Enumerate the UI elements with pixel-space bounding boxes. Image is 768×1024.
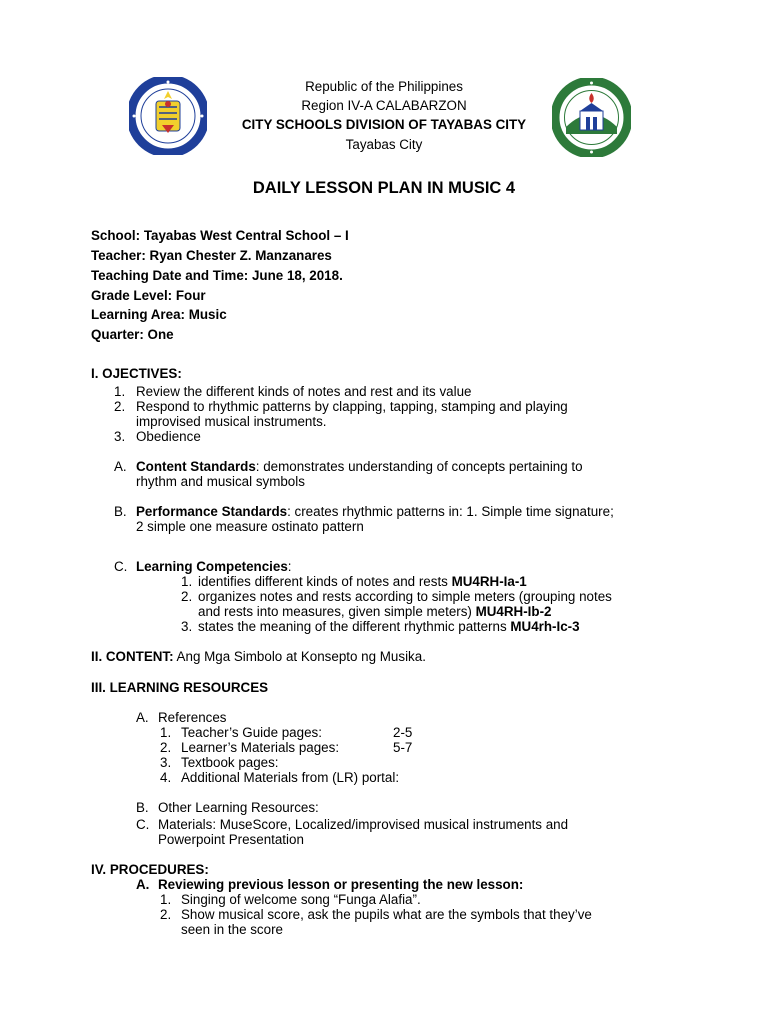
- info-quarter: Quarter: One: [91, 327, 174, 342]
- objectives-heading: I. OJECTIVES:: [91, 366, 182, 381]
- info-teacher: Teacher: Ryan Chester Z. Manzanares: [91, 248, 332, 263]
- competency-num: 2.: [181, 589, 193, 604]
- objective-text: Respond to rhythmic patterns by clapping, tapping, stamping and playing: [136, 399, 568, 414]
- procedure-num: 2.: [160, 907, 172, 922]
- content-text: Ang Mga Simbolo at Konsepto ng Musika.: [173, 649, 426, 664]
- objective-num: 2.: [114, 399, 126, 414]
- objective-num: 3.: [114, 429, 126, 444]
- objective-text: Obedience: [136, 429, 201, 444]
- header-division: CITY SCHOOLS DIVISION OF TAYABAS CITY: [241, 117, 527, 132]
- header-republic: Republic of the Philippines: [305, 79, 463, 94]
- procedures-heading: IV. PROCEDURES:: [91, 862, 209, 877]
- reference-value: 2-5: [393, 725, 413, 740]
- page-title: DAILY LESSON PLAN IN MUSIC 4: [252, 179, 516, 197]
- competencies-heading: [136, 559, 292, 574]
- competency-code: MU4rh-Ic-3: [510, 619, 580, 634]
- content-standards: [136, 459, 583, 474]
- content-standards-cont: rhythm and musical symbols: [136, 474, 305, 489]
- competency-text: states the meaning of the different rhythmic patterns: [198, 619, 511, 634]
- competency-code: MU4RH-Ib-2: [475, 604, 552, 619]
- procedure-text-cont: seen in the score: [181, 922, 283, 937]
- competencies-label: Learning Competencies: [136, 559, 288, 574]
- header-city: Tayabas City: [345, 137, 423, 152]
- header-region: Region IV-A CALABARZON: [301, 98, 467, 113]
- content-line: [91, 649, 426, 664]
- reference-num: 1.: [160, 725, 172, 740]
- references-letter: A.: [136, 710, 149, 725]
- reference-row: [160, 755, 660, 770]
- competency-item-cont: [198, 604, 552, 619]
- materials-text-cont: Powerpoint Presentation: [158, 832, 304, 847]
- competency-code: MU4RH-Ia-1: [451, 574, 527, 589]
- competency-text: identifies different kinds of notes and rests: [198, 574, 452, 589]
- other-resources-letter: B.: [136, 800, 149, 815]
- references-label: References: [158, 710, 227, 725]
- procedure-num: 1.: [160, 892, 172, 907]
- objective-num: 1.: [114, 384, 126, 399]
- reference-text: Learner’s Materials pages:: [181, 740, 340, 755]
- competencies-letter: C.: [114, 559, 128, 574]
- reference-num: 2.: [160, 740, 172, 755]
- reference-text: Teacher’s Guide pages:: [181, 725, 322, 740]
- info-grade: Grade Level: Four: [91, 288, 206, 303]
- content-standards-label: Content Standards: [136, 459, 256, 474]
- procedure-a-label: Reviewing previous lesson or presenting the new lesson:: [158, 877, 524, 892]
- competency-num: 1.: [181, 574, 193, 589]
- info-area: Learning Area: Music: [91, 307, 227, 322]
- reference-row: [160, 770, 660, 785]
- performance-standards-label: Performance Standards: [136, 504, 288, 519]
- reference-text: Textbook pages:: [181, 755, 279, 770]
- competency-text: organizes notes and rests according to simple meters (grouping notes: [198, 589, 612, 604]
- competencies-colon: :: [287, 559, 292, 574]
- objective-text-cont: improvised musical instruments.: [136, 414, 327, 429]
- reference-value: 5-7: [393, 740, 413, 755]
- competency-item: [198, 619, 580, 634]
- objective-text: Review the different kinds of notes and rest and its value: [136, 384, 472, 399]
- performance-standards: [136, 504, 614, 519]
- reference-row: [160, 740, 660, 755]
- competency-item: [198, 574, 527, 589]
- performance-standards-letter: B.: [114, 504, 127, 519]
- competency-num: 3.: [181, 619, 193, 634]
- procedure-text: Singing of welcome song “Funga Alafia”.: [181, 892, 421, 907]
- info-date: Teaching Date and Time: June 18, 2018.: [91, 268, 343, 283]
- reference-row: [160, 725, 660, 740]
- procedure-text: Show musical score, ask the pupils what are the symbols that they’ve: [181, 907, 592, 922]
- materials-text: Materials: MuseScore, Localized/improvised musical instruments and: [158, 817, 569, 832]
- other-resources-text: Other Learning Resources:: [158, 800, 319, 815]
- performance-standards-cont: 2 simple one measure ostinato pattern: [136, 519, 364, 534]
- info-school: School: Tayabas West Central School – I: [91, 228, 349, 243]
- performance-standards-text: : creates rhythmic patterns in: 1. Simple time signature;: [287, 504, 614, 519]
- reference-text: Additional Materials from (LR) portal:: [181, 770, 400, 785]
- content-standards-letter: A.: [114, 459, 127, 474]
- reference-num: 3.: [160, 755, 172, 770]
- competency-text-cont: and rests into measures, given simple meters): [198, 604, 476, 619]
- materials-letter: C.: [136, 817, 150, 832]
- content-standards-text: : demonstrates understanding of concepts pertaining to: [255, 459, 583, 474]
- resources-heading: III. LEARNING RESOURCES: [91, 680, 269, 695]
- procedure-a-letter: A.: [136, 877, 150, 892]
- reference-num: 4.: [160, 770, 172, 785]
- content-label: II. CONTENT:: [91, 649, 174, 664]
